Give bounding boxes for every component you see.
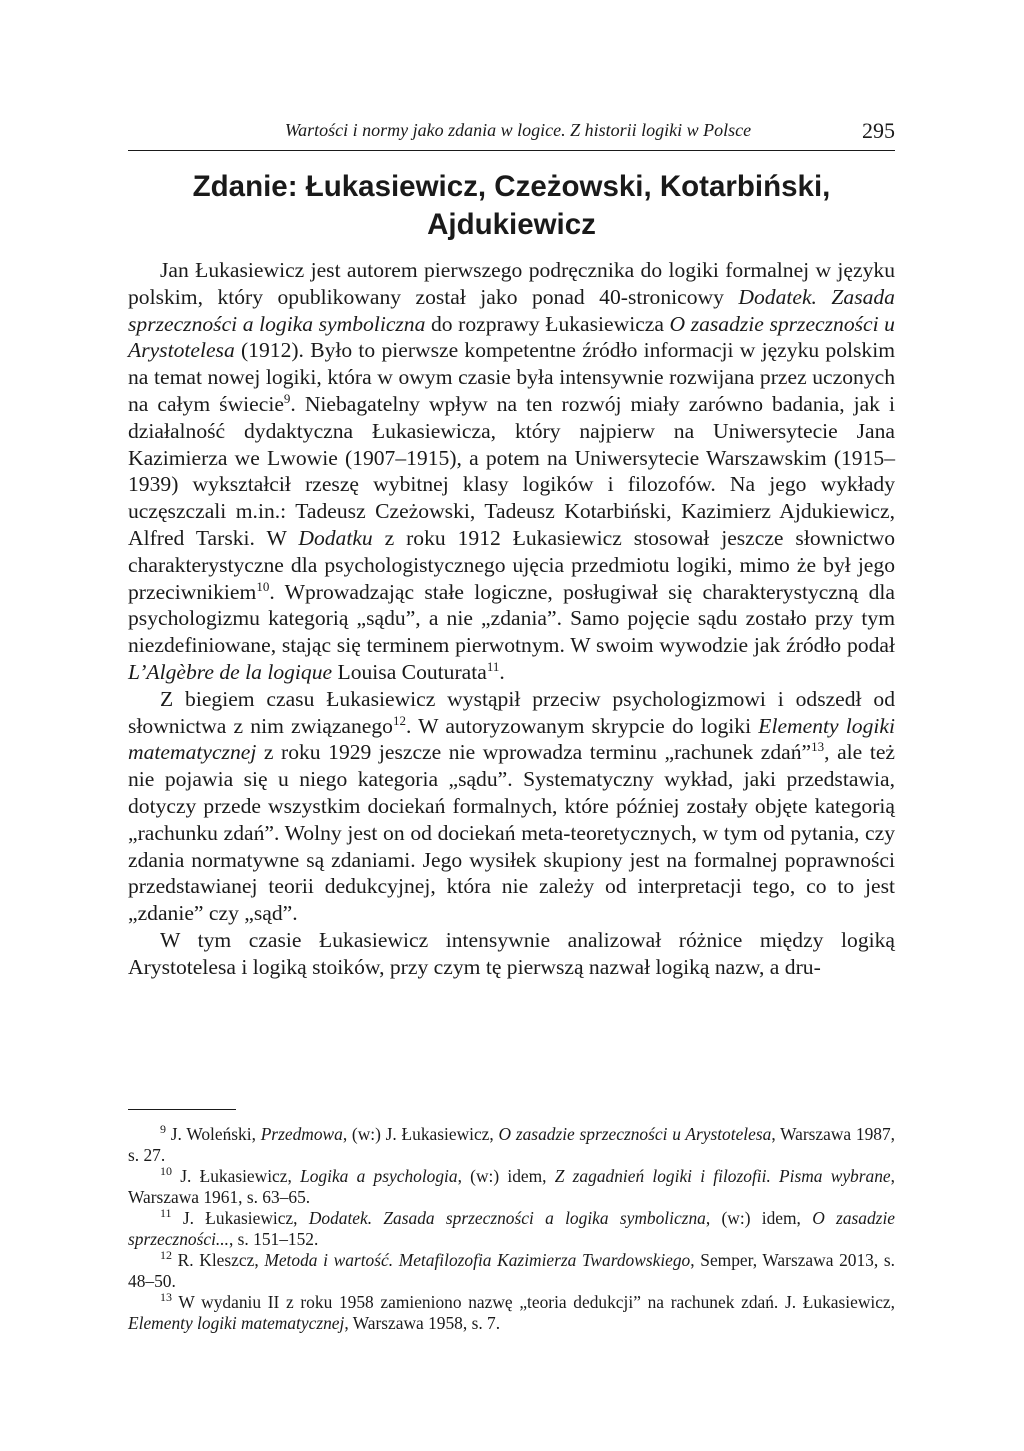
text-run: W wydaniu II z roku 1958 zamieniono nazwę „teoria dedukcji” na rachunek zdań. J. Łukasiewicz,: [172, 1292, 895, 1312]
paragraph-2: [128, 686, 895, 927]
text-run: , Warszawa 1987, s. 27.: [128, 1124, 896, 1165]
text-run: J. Woleński,: [166, 1124, 261, 1144]
text-run: , (w:) idem,: [457, 1166, 555, 1186]
text-run: J. Łukasiewicz,: [172, 1166, 301, 1186]
paragraph-3: [128, 927, 895, 981]
italic-title-o-zasadzie: O zasadzie sprzeczności u Arystotelesa: [128, 311, 895, 363]
footnote-11: [128, 1208, 895, 1250]
footnote-separator: [128, 1109, 236, 1110]
text-run: , Warszawa 1961, s. 63–65.: [128, 1166, 895, 1207]
footnote-ref-10[interactable]: 10: [256, 578, 270, 594]
footnote-ref-9[interactable]: 9: [283, 390, 291, 406]
page-number: 295: [862, 118, 895, 143]
footnote-ref-11[interactable]: 11: [486, 658, 500, 674]
text-run: J. Łukasiewicz,: [171, 1208, 309, 1228]
text-run: (1912). Było to pierwsze kompetentne źródło informacji w języku polskim na temat nowej logiki, która w owym czasie była intensywnie rozwijana przez uczonych na całym świecie: [128, 338, 895, 416]
italic-run: O zasadzie sprzeczności u Arystotelesa: [498, 1124, 772, 1144]
text-run: Louisa Couturata: [332, 659, 487, 684]
italic-run: Logika a psychologia: [300, 1166, 458, 1186]
footnote-9: [128, 1124, 895, 1166]
text-run: . Wprowadzając stałe logiczne, posługiwał się charakterystyczną dla psychologizmu kategorią „sądu”, a nie „zdania”. Samo pojęcie sądu zostało przy tym niezdefiniowane, stając się terminem pierwotnym. W swoim wywodzie jak źródło podał: [128, 579, 895, 658]
text-run: Z biegiem czasu Łukasiewicz wystąpił przeciw psychologizmowi i odszedł od słownictwa z nim związanego: [128, 686, 895, 738]
paragraph-1: [128, 257, 895, 686]
footnote-12: [128, 1250, 895, 1292]
italic-run: Z zagadnień logiki i filozofii. Pisma wybrane: [554, 1166, 891, 1186]
italic-run: O zasadzie sprzeczności...: [128, 1208, 896, 1249]
text-run: , (w:) J. Łukasiewicz,: [342, 1124, 499, 1144]
text-run: R. Kleszcz,: [172, 1250, 265, 1270]
italic-dodatku: Dodatku: [298, 525, 373, 550]
footnote-number: 12: [160, 1248, 172, 1262]
italic-run: Metoda i wartość. Metafilozofia Kazimierza Twardowskiego: [264, 1250, 691, 1270]
footnote-number: 10: [160, 1164, 172, 1178]
running-header: [128, 117, 895, 151]
text-run: do rozprawy Łukasiewicza: [425, 311, 670, 336]
section-title-line-1: Zdanie: Łukasiewicz, Czeżowski, Kotarbiński,: [192, 170, 831, 203]
text-run: , (w:) idem,: [705, 1208, 813, 1228]
section-title-line-2: Ajdukiewicz: [427, 208, 596, 241]
text-run: .: [499, 659, 505, 684]
text-run: , Semper, Warszawa 2013, s. 48–50.: [128, 1250, 896, 1291]
text-run: z roku 1929 jeszcze nie wprowadza terminu „rachunek zdań”: [256, 740, 812, 765]
footnote-13: [128, 1292, 895, 1334]
footnote-ref-13[interactable]: 13: [811, 739, 825, 755]
footnote-number: 11: [160, 1206, 172, 1220]
text-run: , ale też nie pojawia się u niego kategoria „sądu”. Systematyczny wykład, jaki przedstawia, dotyczy przede wszystkim dociekań formalnych, które później zostały objęte kategorią „rachunku zdań”. Wolny jest on od dociekań meta-teoretycznych, w tym od pytania, czy zdania normatywne są zdaniami. Jego wysiłek skupiony jest na formalnej poprawności przedstawianej teorii dedukcyjnej, która nie zależy od interpretacji tego, co to jest „zdanie” czy „sąd”.: [128, 740, 895, 926]
italic-title-algebre: L’Algèbre de la logique: [128, 659, 333, 684]
footnote-number: 13: [160, 1290, 172, 1304]
italic-run: Przedmowa: [260, 1124, 343, 1144]
text-run: W tym czasie Łukasiewicz intensywnie analizował różnice między logiką Arystotelesa i logiką stoików, przy czym tę pierwszą nazwał logiką nazw, a dru-: [128, 927, 895, 979]
footnotes: [128, 1124, 895, 1334]
text-run: , s. 151–152.: [228, 1229, 319, 1249]
text-run: . Niebagatelny wpływ na ten rozwój miały zarówno badania, jak i działalność dydaktyczna Łukasiewicza, który najpierw na Uniwersytecie Jana Kazimierza we Lwowie (1907–1915), a potem na Uniwersytecie Warszawskim (1915–1939) wykształcił rzeszę wybitnej klasy logików i filozofów. Na jego wykłady uczęszczali m.in.: Tadeusz Czeżowski, Tadeusz Kotarbiński, Kazimierz Ajdukiewicz, Alfred Tarski. W: [128, 391, 895, 550]
footnote-number: 9: [160, 1122, 166, 1136]
text-run: Jan Łukasiewicz jest autorem pierwszego podręcznika do logiki formalnej w języku polskim, który opublikowany został jako ponad 40-stronicowy: [128, 258, 895, 309]
italic-run: Dodatek. Zasada sprzeczności a logika symboliczna: [308, 1208, 706, 1228]
text-run: . W autoryzowanym skrypcie do logiki: [405, 713, 759, 738]
footnote-10: [128, 1166, 895, 1208]
italic-title-dodatek: Dodatek. Zasada sprzeczności a logika symboliczna: [128, 284, 895, 336]
running-title: Wartości i normy jako zdania w logice. Z historii logiki w Polsce: [284, 120, 752, 140]
body-text: [128, 257, 895, 981]
text-run: z roku 1912 Łukasiewicz stosował jeszcze słownictwo charakterystyczne dla psychologistycznego ujęcia przedmiotu logiki, mimo że był jego przeciwnikiem: [128, 525, 895, 604]
footnote-ref-12[interactable]: 12: [392, 712, 406, 728]
italic-run: Elementy logiki matematycznej: [128, 1313, 345, 1333]
text-run: , Warszawa 1958, s. 7.: [344, 1313, 501, 1333]
section-title: [128, 168, 895, 244]
italic-title-elementy: Elementy logiki matematycznej: [128, 713, 895, 765]
